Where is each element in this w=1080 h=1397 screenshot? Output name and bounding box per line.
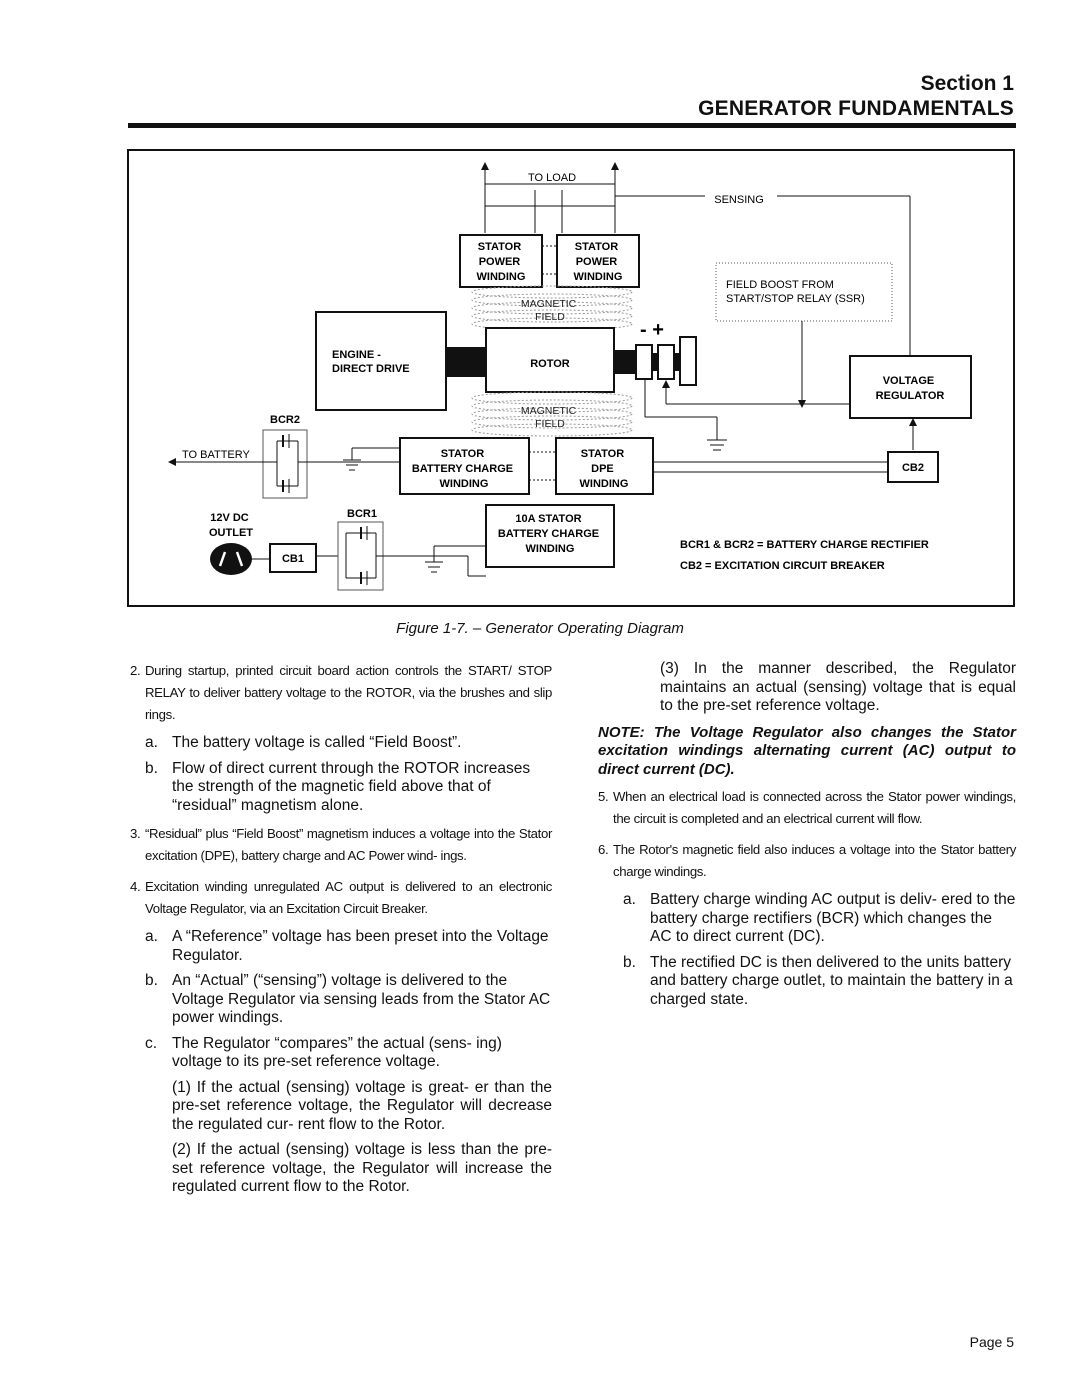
list-item: 3. “Residual” plus “Field Boost” magnetism induces a voltage into the Stator excitation (DPE), battery charge and AC Power wind- ings. (130, 826, 552, 863)
dc-outlet-icon (210, 543, 252, 575)
svg-text:12V DC OUTLET: 12V DC OUTLET (209, 512, 253, 539)
list-item: a. A “Reference” voltage has been preset into the Voltage Regulator. (145, 928, 549, 964)
section-label: Section 1 (920, 72, 1014, 95)
list-item: a. Battery charge winding AC output is deliv- ered to the battery charge rectifiers (BCR) which changes the AC to direct current (DC). (623, 891, 1016, 945)
right-column (598, 660, 1016, 1009)
list-item: a. The battery voltage is called “Field Boost”. (145, 734, 462, 751)
list-item: 4. Excitation winding unregulated AC output is delivered to an electronic Voltage Regulator, via an Excitation Circuit Breaker. (130, 879, 552, 916)
svg-text:STATOR DPE WINDING: STATOR DPE WINDING (579, 448, 629, 490)
svg-text:VOLTAGE REGULATOR: VOLTAGE REGULATOR (875, 375, 945, 402)
list-item: 6. The Rotor's magnetic field also induces a voltage into the Stator battery charge windings. (598, 842, 1016, 879)
list-item: c. The Regulator “compares” the actual (sens- ing) voltage to its pre-set reference voltage. (145, 1034, 502, 1070)
svg-text:STATOR POWER WINDING: STATOR POWER WINDING (573, 241, 623, 283)
polarity-label: - + (640, 319, 664, 341)
legend-bcr: BCR1 & BCR2 = BATTERY CHARGE RECTIFIER (680, 539, 929, 551)
svg-text:MAGNETIC FIELD: MAGNETIC FIELD (520, 405, 577, 430)
svg-text:ENGINE - DIRECT DRIVE: ENGINE - DIRECT DRIVE (332, 349, 410, 375)
list-item: b. The rectified DC is then delivered to the units battery and battery charge outlet, to maintain the battery in a charged state. (623, 953, 1013, 1008)
voltage-regulator (850, 356, 971, 418)
list-item: b. Flow of direct current through the ROTOR increases the strength of the magnetic field above that of “residual” magnetism alone. (145, 759, 531, 814)
cb2-label: CB2 (901, 462, 925, 474)
list-item: 5. When an electrical load is connected across the Stator power windings, the circuit is completed and an electrical current will flow. (598, 789, 1016, 826)
svg-text:STATOR BATTERY CHARGE: STATOR BATTERY CHARGE WINDING (411, 448, 514, 490)
cb1-label: CB1 (281, 553, 305, 565)
svg-text:MAGNETIC FIELD: MAGNETIC FIELD (520, 298, 577, 323)
bcr2-label: BCR2 (270, 414, 300, 426)
sensing-label: SENSING (714, 194, 764, 206)
bcr1-label: BCR1 (347, 508, 377, 520)
to-battery-label: TO BATTERY (182, 449, 250, 461)
to-load-label: TO LOAD (527, 172, 577, 184)
sub-paragraph: (3) In the manner described, the Regulator maintains an actual (sensing) voltage that is equal to the pre-set reference voltage. (660, 660, 1016, 714)
figure-caption: Figure 1-7. – Generator Operating Diagram (396, 620, 684, 637)
slip-rings (636, 337, 696, 385)
note: NOTE: The Voltage Regulator also changes the Stator excitation windings alternating current (AC) output to direct current (DC). (598, 723, 1016, 778)
bcr2-rectifier (263, 430, 307, 498)
sub-paragraph: (2) If the actual (sensing) voltage is less than the pre-set reference voltage, the Regulator will increase the regulated current flow to the Rotor. (172, 1141, 552, 1195)
generator-operating-diagram (0, 0, 1080, 640)
sub-paragraph: (1) If the actual (sensing) voltage is great- er than the pre-set reference voltage, the Regulator will decrease the regulated cur- rent flow to the Rotor. (172, 1078, 552, 1133)
svg-text:FIELD BOOST FROM START/STO: FIELD BOOST FROM START/STOP RELAY (SSR) (726, 279, 865, 305)
engine-direct-drive (316, 312, 446, 410)
legend-cb2: CB2 = EXCITATION CIRCUIT BREAKER (680, 560, 885, 572)
page-number: Page 5 (969, 1334, 1014, 1350)
list-item: 2. During startup, printed circuit board action controls the START/ STOP RELAY to deliver battery voltage to the ROTOR, via the brushes and slip rings. (130, 663, 552, 722)
list-item: b. An “Actual” (“sensing”) voltage is delivered to the Voltage Regulator via sensing leads from the Stator AC power windings. (145, 972, 551, 1026)
svg-text:10A STATOR BATTERY CHARGE: 10A STATOR BATTERY CHARGE WINDING (497, 513, 600, 555)
svg-text:STATOR POWER WINDING: STATOR POWER WINDING (476, 241, 526, 283)
left-column (130, 660, 552, 1197)
rotor-label: ROTOR (530, 358, 570, 370)
section-title: GENERATOR FUNDAMENTALS (698, 97, 1014, 120)
drive-shaft (446, 347, 486, 377)
field-boost-box (716, 263, 892, 321)
